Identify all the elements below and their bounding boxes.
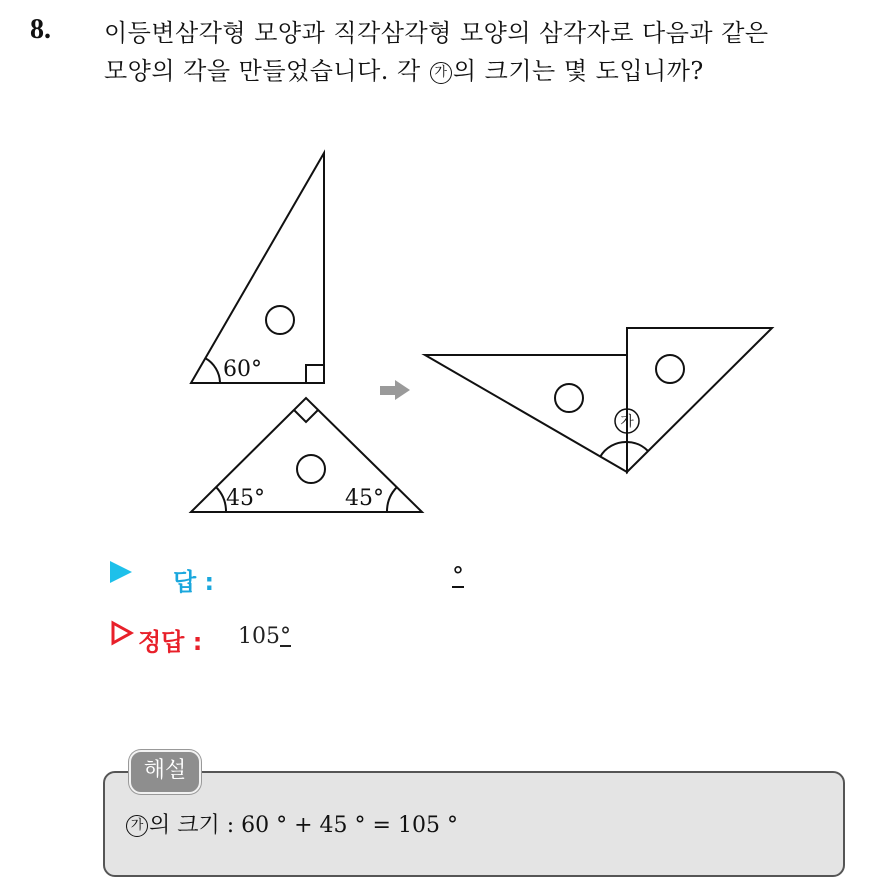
explanation-tab: 해설: [129, 750, 201, 794]
correct-answer-value: [238, 624, 291, 649]
correct-play-outline-icon: [110, 620, 134, 646]
right-angle-mark-2: [294, 410, 318, 422]
answer-play-icon: [110, 561, 132, 583]
circled-ga-marker: 가: [430, 62, 452, 84]
hole-circle-3: [555, 384, 583, 412]
transform-arrow: [380, 380, 410, 400]
correct-answer-label: 정답 :: [138, 628, 203, 656]
correct-answer-degree: °: [280, 624, 291, 649]
correct-answer-number: 105: [238, 624, 280, 649]
right-triangle: [191, 153, 324, 383]
combined-isosceles-triangle: [627, 328, 772, 472]
answer-degree-blank[interactable]: °: [452, 562, 464, 590]
angle-45-left-label: 45°: [226, 486, 265, 511]
question-line-2-after: 의 크기는 몇 도입니까?: [452, 57, 704, 85]
angle-60-arc: [205, 358, 220, 383]
hole-circle-2: [297, 455, 325, 483]
question-number: 8.: [30, 14, 51, 45]
answer-row: [110, 560, 464, 596]
answer-label: 답 :: [173, 568, 215, 596]
right-angle-mark: [306, 365, 324, 383]
explanation-formula: 의 크기 : 60 ° + 45 ° = 105 °: [149, 813, 458, 838]
question-line-2-before: 모양의 각을 만들었습니다. 각: [104, 57, 429, 85]
angle-45-right-label: 45°: [345, 486, 384, 511]
angle-ga-arc-left: [600, 442, 627, 457]
angle-60-label: 60°: [223, 357, 262, 382]
angle-45-right-arc: [387, 487, 397, 512]
hole-circle-4: [656, 355, 684, 383]
hole-circle-1: [266, 306, 294, 334]
ga-marker-label: 가: [620, 414, 634, 430]
angle-ga-arc-right: [627, 442, 648, 451]
explanation-text: [125, 808, 458, 839]
angle-45-left-arc: [216, 487, 226, 512]
correct-answer-row: [110, 620, 291, 656]
combined-right-triangle: [425, 355, 627, 472]
question-line-1: 이등변삼각형 모양과 직각삼각형 모양의 삼각자로 다음과 같은: [104, 19, 769, 47]
explanation-ga-marker: 가: [126, 815, 148, 837]
